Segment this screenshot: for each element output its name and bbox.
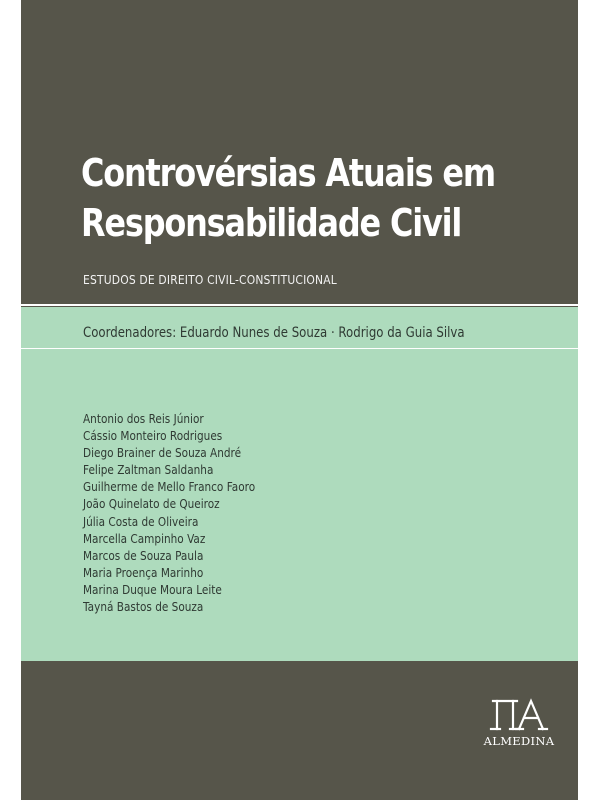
- author-name: João Quinelato de Queiroz: [83, 496, 220, 512]
- book-subtitle: ESTUDOS DE DIREITO CIVIL-CONSTITUCIONAL: [83, 272, 337, 287]
- author-name: Diego Brainer de Souza André: [83, 445, 242, 461]
- coordinators-line: Coordenadores: Eduardo Nunes de Souza · Rodrigo da Guia Silva: [83, 325, 465, 341]
- authors-list: [83, 410, 288, 615]
- publisher-name: ALMEDINA: [483, 734, 555, 748]
- author-name: Maria Proença Marinho: [83, 564, 204, 580]
- author-name: Felipe Zaltman Saldanha: [83, 462, 214, 478]
- almedina-logo-icon: [487, 698, 551, 732]
- title-line-1: Controvérsias Atuais em: [81, 151, 495, 195]
- divider-line: [21, 304, 578, 306]
- publisher-mark: [469, 698, 569, 748]
- author-name: Marina Duque Moura Leite: [83, 581, 222, 597]
- author-name: Marcos de Souza Paula: [83, 547, 204, 563]
- author-name: Tayná Bastos de Souza: [83, 599, 204, 615]
- author-name: Marcella Campinho Vaz: [83, 530, 206, 546]
- coordinators-underline: [21, 348, 578, 349]
- book-cover: [21, 0, 578, 800]
- author-name: Júlia Costa de Oliveira: [83, 513, 199, 529]
- author-name: Guilherme de Mello Franco Faoro: [83, 479, 256, 495]
- title-line-2: Responsabilidade Civil: [81, 201, 462, 245]
- author-name: Cássio Monteiro Rodrigues: [83, 428, 223, 444]
- author-name: Antonio dos Reis Júnior: [83, 411, 204, 426]
- book-title: [81, 148, 561, 248]
